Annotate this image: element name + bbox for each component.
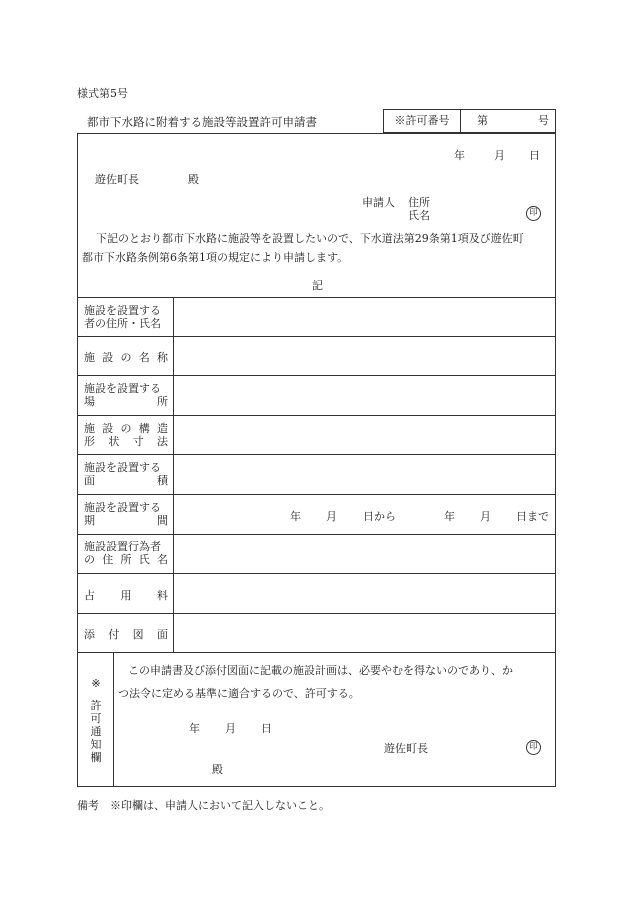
title-row [77, 109, 556, 133]
period-month1: 月 [326, 510, 337, 523]
row-label-period: 施設を設置する 期 間 [84, 501, 168, 527]
applicant-address-label: 住所 [408, 196, 430, 209]
request-text-line1: 下記のとおり都市下水路に施設等を設置したいので、下水道法第29条第1項及び遊佐町 [96, 232, 524, 245]
period-year2: 年 [444, 510, 455, 523]
applicant-label: 申請人 [362, 196, 395, 209]
date-day: 日 [529, 149, 540, 162]
notice-dono: 殿 [212, 763, 223, 776]
addressee-name: 遊佐町長 [95, 173, 139, 186]
notice-text-line1: この申請書及び添付図面に記載の施設計画は、必要やむを得ないのであり、か [128, 664, 513, 677]
form-number: 様式第5号 [77, 87, 128, 100]
row-label-structure: 施 設 の 構 造 形 状 寸 法 [84, 422, 168, 448]
applicant-seal-mark: 印 [526, 206, 541, 221]
permit-number-box [383, 109, 556, 133]
permit-number-label: ※許可番号 [384, 110, 461, 132]
period-from: 日から [363, 510, 396, 523]
application-form-table [77, 133, 556, 787]
period-year1: 年 [290, 510, 301, 523]
notice-vertical-label: 許 可 通 知 欄 [90, 699, 102, 764]
permit-number-go: 号 [538, 114, 549, 127]
applicant-name-label: 氏名 [408, 209, 430, 222]
notice-mark: ※ [91, 677, 101, 690]
permit-number-dai: 第 [477, 114, 488, 127]
addressee-dono: 殿 [188, 173, 199, 186]
notice-day: 日 [261, 722, 272, 735]
notice-mayor: 遊佐町長 [384, 742, 428, 755]
row-label-actor: 施設設置行為者 の 住 所 氏 名 [84, 540, 168, 566]
ki-heading: 記 [312, 279, 323, 292]
remark-note: 備考 ※印欄は、申請人において記入しないこと。 [77, 799, 330, 812]
notice-seal-mark: 印 [526, 740, 541, 755]
period-until: 日まで [516, 510, 549, 523]
notice-text-line2: つ法令に定める基準に適合するので、許可する。 [118, 687, 360, 700]
notice-month: 月 [225, 722, 236, 735]
row-label-fee: 占 用 料 [84, 589, 168, 602]
row-label-attachments: 添 付 図 面 [84, 628, 168, 641]
document-title: 都市下水路に附着する施設等設置許可申請書 [87, 115, 317, 129]
row-label-owner: 施設を設置する 者の住所・氏名 [84, 304, 161, 330]
row-label-area: 施設を設置する 面 積 [84, 461, 168, 487]
date-month: 月 [494, 149, 505, 162]
period-month2: 月 [480, 510, 491, 523]
request-text-line2: 都市下水路条例第6条第1項の規定により申請します。 [82, 251, 349, 264]
row-label-location: 施設を設置する 場 所 [84, 382, 168, 408]
date-year: 年 [454, 149, 465, 162]
row-label-facility-name: 施 設 の 名 称 [84, 351, 168, 364]
notice-year: 年 [189, 722, 200, 735]
